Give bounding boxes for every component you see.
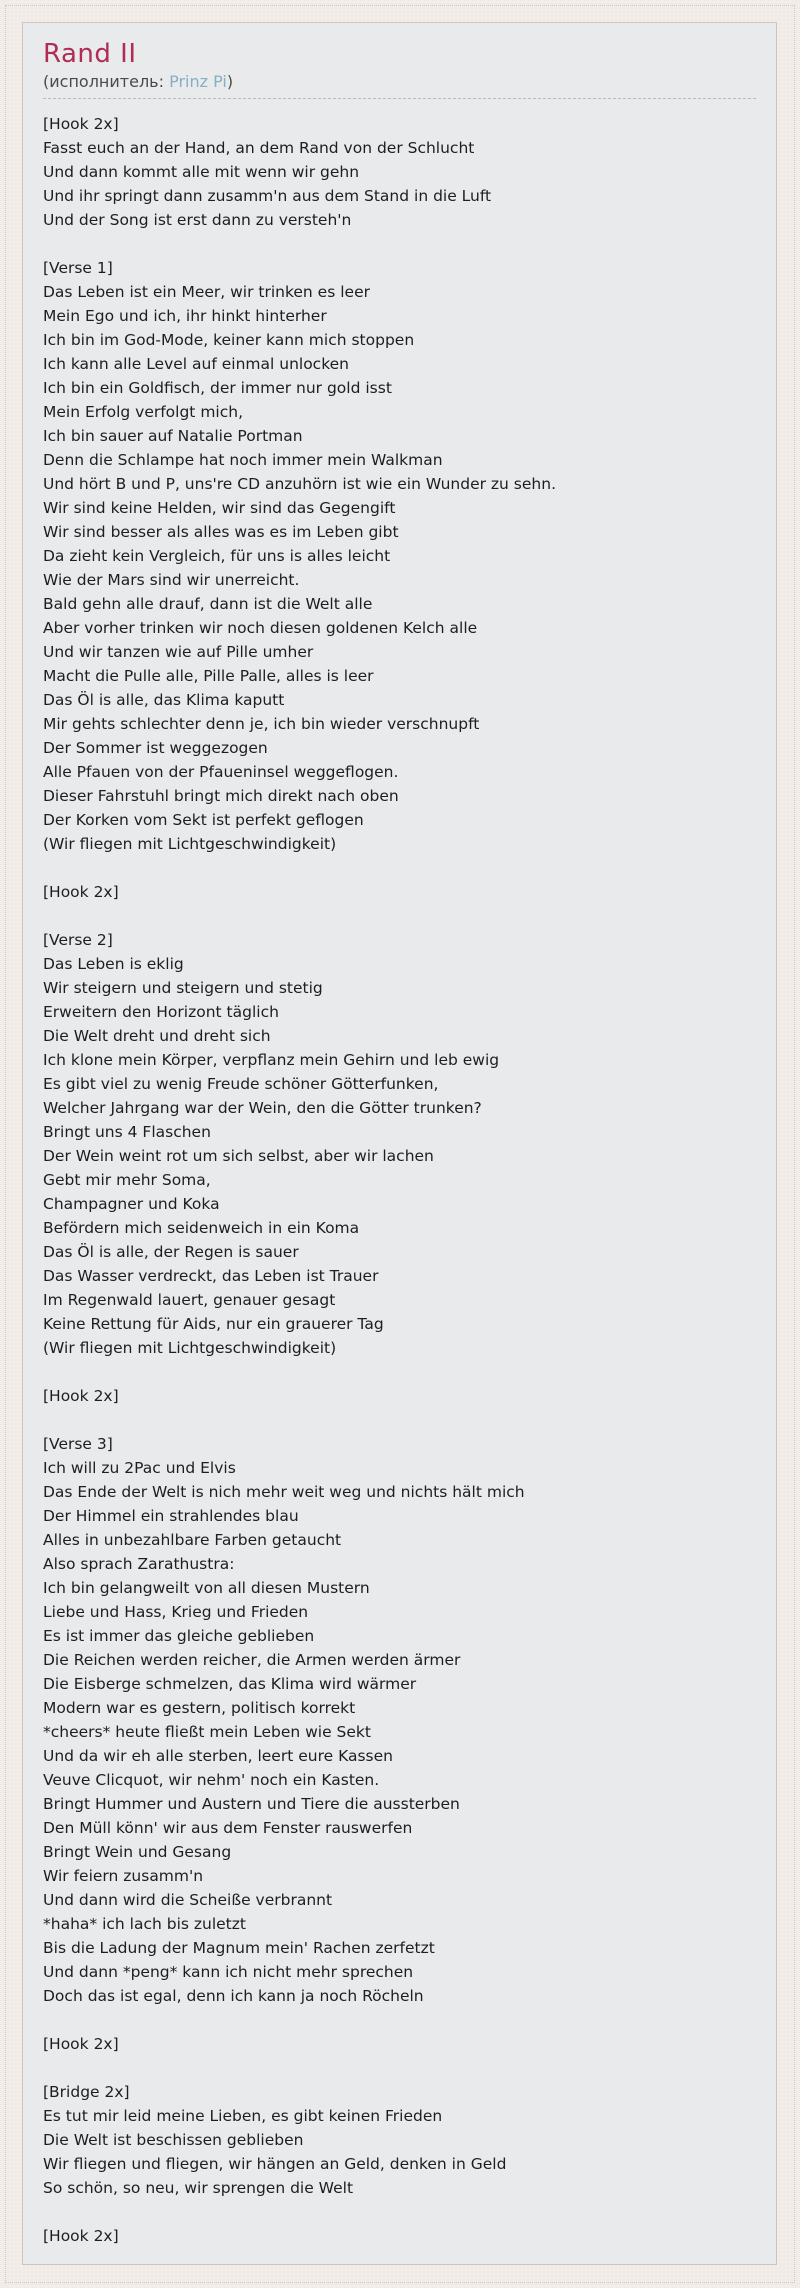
lyrics-line: Aber vorher trinken wir noch diesen goldenen Kelch alle: [43, 619, 478, 637]
artist-line: [43, 72, 756, 98]
lyrics-line: Ich will zu 2Pac und Elvis: [43, 1459, 236, 1477]
lyrics-line: Da zieht kein Vergleich, für uns is alles leicht: [43, 547, 391, 565]
lyrics-line: Das Wasser verdreckt, das Leben ist Trauer: [43, 1267, 379, 1285]
lyrics-line: Denn die Schlampe hat noch immer mein Walkman: [43, 451, 443, 469]
lyrics-line: Das Öl is alle, das Klima kaputt: [43, 691, 285, 709]
lyrics-line: [Hook 2x]: [43, 2035, 119, 2053]
lyrics-line: Den Müll könn' wir aus dem Fenster rauswerfen: [43, 1819, 413, 1837]
lyrics-line: Mein Erfolg verfolgt mich,: [43, 403, 243, 421]
lyrics-line: Bald gehn alle drauf, dann ist die Welt alle: [43, 595, 373, 613]
lyrics-line: Bis die Ladung der Magnum mein' Rachen zerfetzt: [43, 1939, 435, 1957]
lyrics-line: Es gibt viel zu wenig Freude schöner Götterfunken,: [43, 1075, 439, 1093]
lyrics-line: Die Welt ist beschissen geblieben: [43, 2131, 304, 2149]
lyrics-line: Bringt Wein und Gesang: [43, 1843, 232, 1861]
lyrics-line: Die Welt dreht und dreht sich: [43, 1027, 271, 1045]
header: [43, 39, 756, 99]
lyrics-line: Doch das ist egal, denn ich kann ja noch Röcheln: [43, 1987, 424, 2005]
lyrics-line: Und der Song ist erst dann zu versteh'n: [43, 211, 352, 229]
lyrics-line: *haha* ich lach bis zuletzt: [43, 1915, 246, 1933]
lyrics-stanza: [43, 928, 756, 1360]
lyrics-text: [43, 112, 756, 2248]
lyrics-line: Veuve Clicquot, wir nehm' noch ein Kasten.: [43, 1771, 380, 1789]
lyrics-line: Das Leben ist ein Meer, wir trinken es leer: [43, 283, 370, 301]
lyrics-line: Alles in unbezahlbare Farben getaucht: [43, 1531, 342, 1549]
artist-label-prefix: (исполнитель:: [43, 72, 170, 91]
lyrics-line: Wir sind keine Helden, wir sind das Gegengift: [43, 499, 396, 517]
page-title: Rand II: [43, 39, 137, 69]
lyrics-line: Und dann wird die Scheiße verbrannt: [43, 1891, 333, 1909]
lyrics-line: Mein Ego und ich, ihr hinkt hinterher: [43, 307, 327, 325]
lyrics-line: Dieser Fahrstuhl bringt mich direkt nach oben: [43, 787, 399, 805]
lyrics-line: [Hook 2x]: [43, 115, 119, 133]
lyrics-line: Ich bin im God-Mode, keiner kann mich stoppen: [43, 331, 415, 349]
lyrics-line: Und ihr springt dann zusamm'n aus dem Stand in die Luft: [43, 187, 492, 205]
lyrics-line: Gebt mir mehr Soma,: [43, 1171, 211, 1189]
lyrics-line: Die Eisberge schmelzen, das Klima wird wärmer: [43, 1675, 417, 1693]
lyrics-line: [Hook 2x]: [43, 2227, 119, 2245]
lyrics-line: [Verse 3]: [43, 1435, 113, 1453]
lyrics-line: So schön, so neu, wir sprengen die Welt: [43, 2179, 354, 2197]
lyrics-line: Der Wein weint rot um sich selbst, aber wir lachen: [43, 1147, 434, 1165]
lyrics-line: Und dann kommt alle mit wenn wir gehn: [43, 163, 360, 181]
lyrics-line: Also sprach Zarathustra:: [43, 1555, 235, 1573]
lyrics-line: Liebe und Hass, Krieg und Frieden: [43, 1603, 309, 1621]
lyrics-stanza: [43, 1432, 756, 2008]
lyrics-line: [Hook 2x]: [43, 883, 119, 901]
lyrics-line: Es tut mir leid meine Lieben, es gibt keinen Frieden: [43, 2107, 443, 2125]
lyrics-line: Erweitern den Horizont täglich: [43, 1003, 279, 1021]
header-separator: [43, 98, 756, 99]
lyrics-line: Und da wir eh alle sterben, leert eure Kassen: [43, 1747, 393, 1765]
lyrics-line: Alle Pfauen von der Pfaueninsel weggeflogen.: [43, 763, 399, 781]
lyrics-line: Modern war es gestern, politisch korrekt: [43, 1699, 356, 1717]
lyrics-line: Champagner und Koka: [43, 1195, 220, 1213]
lyrics-line: [Bridge 2x]: [43, 2083, 130, 2101]
lyrics-line: Und wir tanzen wie auf Pille umher: [43, 643, 314, 661]
lyrics-line: Und dann *peng* kann ich nicht mehr sprechen: [43, 1963, 414, 1981]
lyrics-line: Wie der Mars sind wir unerreicht.: [43, 571, 300, 589]
lyrics-stanza: [43, 1384, 756, 1408]
lyrics-line: Der Sommer ist weggezogen: [43, 739, 268, 757]
lyrics-line: Der Korken vom Sekt ist perfekt geflogen: [43, 811, 364, 829]
lyrics-line: [Verse 1]: [43, 259, 113, 277]
lyrics-line: Mir gehts schlechter denn je, ich bin wieder verschnupft: [43, 715, 480, 733]
lyrics-card: [22, 22, 777, 2265]
lyrics-line: Das Öl is alle, der Regen is sauer: [43, 1243, 299, 1261]
lyrics-line: Das Ende der Welt is nich mehr weit weg und nichts hält mich: [43, 1483, 525, 1501]
lyrics-line: Ich klone mein Körper, verpflanz mein Gehirn und leb ewig: [43, 1051, 500, 1069]
artist-label-suffix: ): [226, 72, 234, 91]
lyrics-line: (Wir fliegen mit Lichtgeschwindigkeit): [43, 835, 337, 853]
lyrics-line: Wir feiern zusamm'n: [43, 1867, 204, 1885]
lyrics-line: Keine Rettung für Aids, nur ein grauerer Tag: [43, 1315, 384, 1333]
lyrics-line: Wir fliegen und fliegen, wir hängen an Geld, denken in Geld: [43, 2155, 507, 2173]
lyrics-stanza: [43, 112, 756, 232]
lyrics-line: Befördern mich seidenweich in ein Koma: [43, 1219, 360, 1237]
lyrics-line: [Verse 2]: [43, 931, 113, 949]
lyrics-line: Das Leben is eklig: [43, 955, 184, 973]
lyrics-stanza: [43, 2032, 756, 2056]
lyrics-line: Fasst euch an der Hand, an dem Rand von der Schlucht: [43, 139, 475, 157]
lyrics-line: Bringt uns 4 Flaschen: [43, 1123, 211, 1141]
lyrics-line: Und hört B und P, uns're CD anzuhörn ist wie ein Wunder zu sehn.: [43, 475, 556, 493]
lyrics-line: Wir sind besser als alles was es im Leben gibt: [43, 523, 399, 541]
artist-link[interactable]: Prinz Pi: [169, 72, 227, 91]
lyrics-line: Welcher Jahrgang war der Wein, den die Götter trunken?: [43, 1099, 482, 1117]
lyrics-line: Ich kann alle Level auf einmal unlocken: [43, 355, 349, 373]
lyrics-line: Ich bin gelangweilt von all diesen Mustern: [43, 1579, 370, 1597]
lyrics-line: Ich bin sauer auf Natalie Portman: [43, 427, 303, 445]
lyrics-line: Wir steigern und steigern und stetig: [43, 979, 323, 997]
lyrics-stanza: [43, 2080, 756, 2200]
lyrics-line: Ich bin ein Goldfisch, der immer nur gold isst: [43, 379, 392, 397]
lyrics-line: Der Himmel ein strahlendes blau: [43, 1507, 299, 1525]
lyrics-line: Im Regenwald lauert, genauer gesagt: [43, 1291, 336, 1309]
lyrics-stanza: [43, 880, 756, 904]
lyrics-line: [Hook 2x]: [43, 1387, 119, 1405]
lyrics-stanza: [43, 256, 756, 856]
lyrics-stanza: [43, 2224, 756, 2248]
lyrics-line: (Wir fliegen mit Lichtgeschwindigkeit): [43, 1339, 337, 1357]
lyrics-line: Macht die Pulle alle, Pille Palle, alles is leer: [43, 667, 374, 685]
lyrics-line: Die Reichen werden reicher, die Armen werden ärmer: [43, 1651, 461, 1669]
lyrics-line: *cheers* heute fließt mein Leben wie Sekt: [43, 1723, 371, 1741]
lyrics-line: Bringt Hummer und Austern und Tiere die aussterben: [43, 1795, 460, 1813]
lyrics-line: Es ist immer das gleiche geblieben: [43, 1627, 315, 1645]
